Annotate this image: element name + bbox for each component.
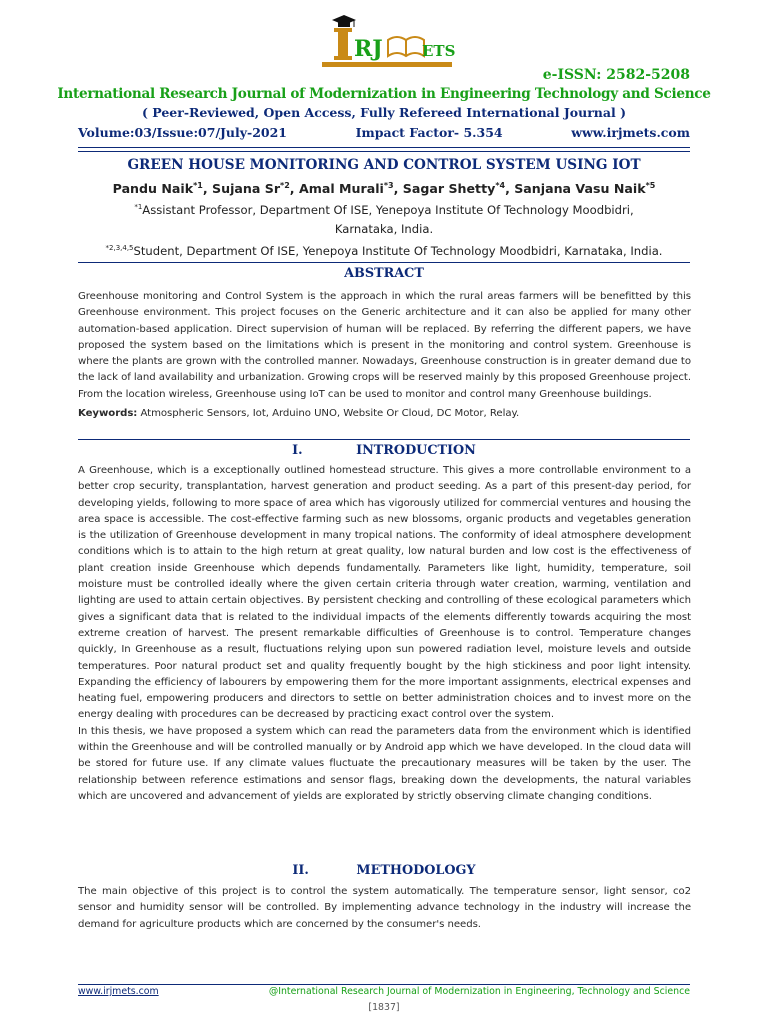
affiliation-1-continued: Karnataka, India. bbox=[334, 222, 434, 236]
svg-text:RJ: RJ bbox=[354, 36, 383, 62]
volume-issue: Volume:03/Issue:07/July-2021 bbox=[78, 125, 288, 140]
journal-title: International Research Journal of Modernization in Engineering Technology and Science bbox=[57, 86, 711, 102]
section-number: I. bbox=[292, 443, 303, 458]
introduction-heading bbox=[0, 443, 768, 458]
methodology-heading bbox=[0, 863, 768, 878]
affiliation-1: $^{*1}$Assistant Professor, Department Of ISE, Yenepoya Institute Of Technology Moodbidri, bbox=[134, 203, 634, 217]
author: Pandu Naik$^{*1}$, bbox=[112, 181, 213, 197]
issn-number: e-ISSN: 2582-5208 bbox=[542, 67, 690, 83]
title-divider bbox=[78, 262, 690, 263]
keywords-list: Atmospheric Sensors, Iot, Arduino UNO, Website Or Cloud, DC Motor, Relay. bbox=[137, 408, 520, 420]
volume-row bbox=[78, 125, 690, 143]
footer-divider bbox=[78, 984, 690, 985]
paragraph: The main objective of this project is to control the system automatically. The temperature sensor, light sensor, co2 sensor and humidity sensor will be controlled. By implementing advance technology in the industry will increase the demand for agriculture products which are concerned by the consumer's needs. bbox=[78, 886, 691, 930]
page-number: [1837] bbox=[368, 1002, 400, 1013]
author: Sujana Sr$^{*2}$, bbox=[212, 181, 299, 197]
paragraph: In this thesis, we have proposed a system which can read the parameters data from the environment which is identified within the Greenhouse and will be controlled manually or by Android app which we have developed. In the cloud data will be stored for future use. If any climate values fluctuate the precautionary measures will be taken by the user. The relationship between reference estimations and sensor flags, breaking down the developments, the natural variables which are uncovered and advancement of yields are explorated by strictly observing climate changing conditions. bbox=[78, 725, 691, 802]
svg-text:ETS: ETS bbox=[422, 42, 456, 60]
footer-website-link[interactable]: www.irjmets.com bbox=[78, 986, 159, 997]
journal-logo bbox=[318, 12, 458, 72]
journal-website[interactable]: www.irjmets.com bbox=[571, 125, 690, 140]
section-title: INTRODUCTION bbox=[356, 443, 476, 458]
abstract-text: Greenhouse monitoring and Control System is the approach in which the rural areas farmers will be benefitted by this Greenhouse environment. This project focuses on the Generic architecture and it can also be applied for many other automation-based application. Direct supervision of human will be replaced. By referring the different papers, we have proposed the system based on the limitations which is present in the monitoring and control system. Greenhouse is where the plants are grown with the controlled manner. Nowadays, Greenhouse construction is in greater demand due to the lack of land availability and urbanization. Growing crops will be reserved mainly by this proposed Greenhouse project. From the location wireless, Greenhouse using IoT can be used to monitor and control many Greenhouse buildings. bbox=[78, 291, 691, 400]
section-title: METHODOLOGY bbox=[356, 863, 476, 878]
author: Sagar Shetty$^{*4}$, bbox=[402, 181, 515, 197]
affiliation-2: $^{*2,3,4,5}$Student, Department Of ISE, Yenepoya Institute Of Technology Moodbidri, Karnataka, India. bbox=[105, 244, 663, 258]
section-number: II. bbox=[292, 863, 309, 878]
page-footer bbox=[78, 986, 690, 1000]
header-divider bbox=[78, 147, 690, 152]
introduction-body bbox=[78, 463, 691, 805]
author: Amal Murali$^{*3}$, bbox=[298, 181, 403, 197]
abstract-body bbox=[78, 289, 691, 422]
abstract-heading: ABSTRACT bbox=[344, 266, 424, 281]
footer-copyright: @International Research Journal of Modernization in Engineering, Technology and Science bbox=[268, 986, 690, 997]
keywords-label: Keywords: bbox=[78, 408, 138, 420]
impact-factor: Impact Factor- 5.354 bbox=[355, 125, 503, 140]
author-list bbox=[0, 181, 768, 196]
paragraph: A Greenhouse, which is a exceptionally outlined homestead structure. This gives a more controllable environment to a better crop security, transplantation, harvest generation and product seeding. As a part of this present-day period, for developing yields, following to more space of area which has vigorously utilized for commercial ventures and housing the area space is accessible. The cost-effective farming such as new blossoms, organic products and vegetables generation is the utilization of Greenhouse development in many tropical nations. The conformity of ideal atmosphere development conditions which is to attain to the high return at great quality, low natural burden and low cost is the effectiveness of plant creation inside Greenhouse which depends fundamentally. Parameters like light, humidity, temperature, soil moisture must be controlled ideally where the given certain criteria through water creation, warming, ventilation and lighting are used to attain certain objectives. By persistent checking and controlling of these ecological parameters which gives a significant data that is related to the individual impacts of the elements differently towards acquiring the most extreme creation of harvest. The present remarkable difficulties of Greenhouse is to control. Temperature changes quickly, In Greenhouse as a result, fluctuations relying upon sun powered radiation level, moisture levels and outside temperatures. Poor natural product set and quality frequently bought by the high stickiness and poor light intensity. Expanding the efficiency of labourers by empowering them for the more important assignments, electrical expenses and heating fuel, empowering producers and directors to settle on better administration choices and to invest more on the energy dealing with procedures can be decreased by practicing exact control over the system. bbox=[78, 465, 691, 721]
journal-subtitle: ( Peer-Reviewed, Open Access, Fully Refereed International Journal ) bbox=[142, 105, 626, 120]
paper-title: GREEN HOUSE MONITORING AND CONTROL SYSTEM USING IOT bbox=[127, 157, 641, 173]
methodology-body bbox=[78, 884, 691, 933]
author: Sanjana Vasu Naik$^{*5}$ bbox=[514, 181, 656, 197]
abstract-divider bbox=[78, 439, 690, 440]
keywords bbox=[78, 406, 691, 422]
